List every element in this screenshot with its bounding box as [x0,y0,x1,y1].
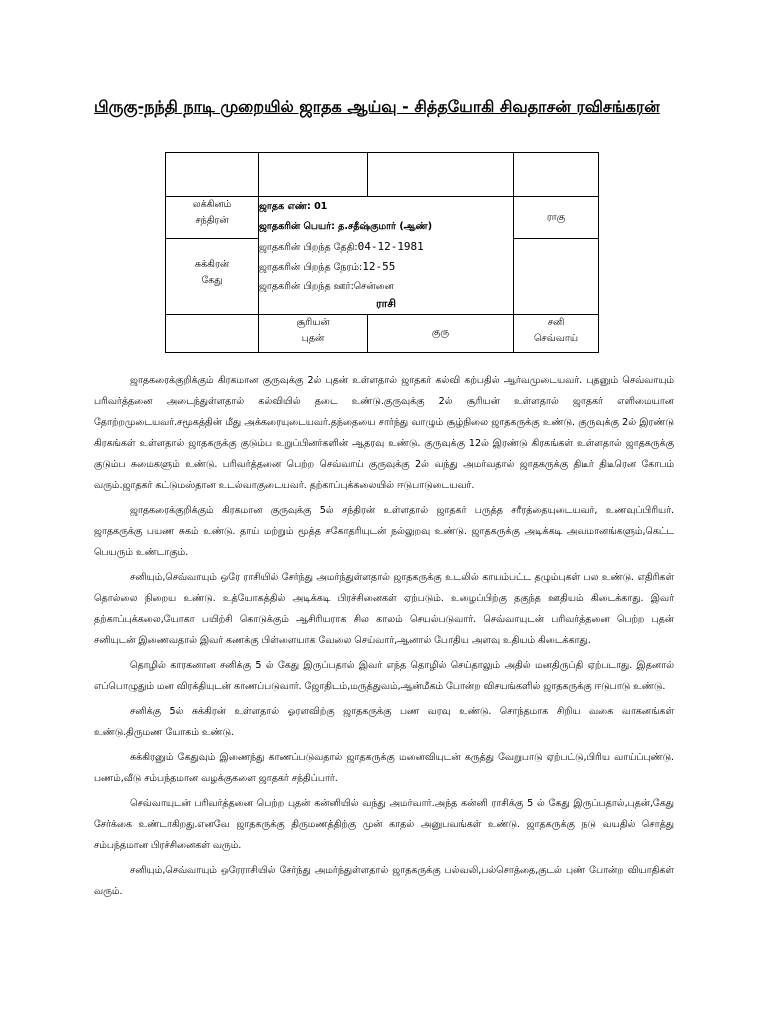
paragraph: ஜாதகரைக்குறிக்கும் கிரகமான குருவுக்கு 5ல் சந்திரன் உள்ளதால் ஜாதகர் பருத்த சரீரத்தையுடையவர், உணவுப்பிரியர். ஜாதகருக்கு பயண சுகம் உண்டு. தாய் மற்றும் மூத்த சகோதரியுடன் நல்லுறவு உண்டு. ஜாதகருக்கு அடிக்கடி அவமானங்களும்,கெட்ட பெயரும் உண்டாகும். [94,505,674,558]
page-title: பிருகு-நந்தி நாடி முறையில் ஜாதக ஆய்வு - சித்தயோகி சிவதாசன் ரவிசங்கரன் [94,97,660,116]
chart-house-3 [368,153,514,197]
chart-house-rahu [514,197,599,239]
paragraph: தொழில் காரகனான சனிக்கு 5 ல் கேது இருப்பதால் இவர் எந்த தொழில் செய்தாலும் அதில் மனதிருப்தி ஏற்படாது. இதனால் எப்பொழுதும் மன விரக்தியுடன் காணப்படுவார். ஜோதிடம்,மருத்துவம்,ஆன்மீகம் போன்ற விசயங்களில் ஜாதகருக்கு ஈடுபாடு உண்டு. [94,660,674,692]
planet-label: சந்திரன் [195,215,229,226]
planet-label: ராகு [546,212,566,223]
paragraph: ஜாதகரைக்குறிக்கும் கிரகமான குருவுக்கு 2ல் புதன் உள்ளதால் ஜாதகர் கல்வி கற்பதில் ஆர்வமுடையவர். புதனும் செவ்வாயும் பரிவர்த்தனை அடைந்துள்ளதால் கல்வியில் தடை உண்டு.குருவுக்கு 2ல் சூரியன் உள்ளதால் ஜாதகர் எளிமையான தோற்றமுடையவர்.சமூகத்தின் மீது அக்கரையுடையவர்.தந்தையை சார்ந்து வாழும் சூழ்நிலை ஜாதகருக்கு உண்டு. குருவுக்கு 2ல் இரண்டு கிரகங்கள் உள்ளதால் ஜாதகருக்கு குடும்ப உறுப்பினர்களின் ஆதரவு உண்டு. குருவுக்கு 12ல் இரண்டு கிரகங்கள் உள்ளதால் ஜாதகருக்கு குடும்ப சுமைகளும் உண்டு. பரிவர்த்தனை பெற்ற செவ்வாய் குருவுக்கு 2ல் வந்து அமர்வதால் ஜாதகருக்கு திடீர் திடீரென கோபம் வரும்.ஜாதகர் கட்டுமஸ்தான உடல்வாகுடையவர். தற்காப்புக்கலையில் ஈடுபாடுடையவர். [94,375,674,491]
paragraph: சனிக்கு 5ல் சுக்கிரன் உள்ளதால் ஓரளவிற்கு ஜாதகருக்கு பண வரவு உண்டு. சொந்தமாக சிறிய வகை வாகனங்கள் உண்டு.திருமண யோகம் உண்டு. [94,706,674,738]
planet-label: சூரியன் [296,317,330,328]
planet-label: சனி [547,317,565,328]
planet-label: கேது [201,275,223,286]
rasi-label: ராசி [375,297,397,310]
paragraph: செவ்வாயுடன் பரிவர்த்தனை பெற்ற புதன் கன்னியில் வந்து அமர்வார்.அந்த கன்னி ராசிக்கு 5 ல் கேது இருப்பதால்,புதன்,கேது சேர்க்கை உண்டாகிறது.எனவே ஜாதகருக்கு திருமணத்திற்கு முன் காதல் அனுபவங்கள் உண்டு. ஜாதகருக்கு நடு வயதில் சொத்து சம்பந்தமான பிரச்சினைகள் வரும். [94,798,674,851]
chart-info-panel [259,197,514,315]
chart-house-saturn [514,315,599,353]
chart-house-2 [259,153,368,197]
horoscope-number: ஜாதக எண்: 01 [259,201,328,212]
chart-house-lagna [166,197,259,239]
paragraph: சுக்கிரனும் கேதுவும் இணைந்து காணப்படுவதால் ஜாதகருக்கு மனைவியுடன் கருத்து வேறுபாடு ஏற்பட்டு,பிரிய வாய்ப்புண்டு. பணம்,வீடு சம்பந்தமான வழக்குகளை ஜாதகர் சந்திப்பார். [94,752,674,784]
chart-house-sun [259,315,368,353]
planet-label: சுக்கிரன் [194,259,230,270]
birth-place: ஜாதகரின் பிறந்த ஊர்:சென்னை [259,281,394,292]
analysis-text [94,370,674,906]
chart-house-4 [514,153,599,197]
native-name: ஜாதகரின் பெயர்: த.சதீஷ்குமார் (ஆண்) [259,221,433,232]
paragraph: சனியும்,செவ்வாயும் ஒரே ராசியில் சேர்ந்து அமர்ந்துள்ளதால் ஜாதகருக்கு உடலில் காயம்பட்ட தழும்புகள் பல உண்டு. எதிரிகள் தொல்லை நிறைய உண்டு. உத்யோகத்தில் அடிக்கடி பிரச்சினைகள் ஏற்படும். உழைப்பிற்கு தகுந்த ஊதியம் கிடைக்காது. இவர் தற்காப்புக்கலை,யோகா பயிற்சி கொடுக்கும் ஆசிரியராக சில காலம் செயல்படுவார். செவ்வாயுடன் பரிவர்த்தனை பெற்ற புதன் சனியுடன் இணைவதால் இவர் கணக்கு பிள்ளையாக வேலை செய்வார்,ஆனால் போதிய அளவு உதியம் கிடைக்காது. [94,572,674,646]
planet-label: புதன் [301,333,325,344]
planet-label: செவ்வாய் [534,333,578,344]
planet-label: குரு [431,327,450,338]
chart-house-bottom-a [166,315,259,353]
chart-house-1 [166,153,259,197]
horoscope-chart [165,152,599,353]
chart-house-venus [166,239,259,315]
birth-date: ஜாதகரின் பிறந்த தேதி:04-12-1981 [259,240,424,253]
birth-time: ஜாதகரின் பிறந்த நேரம்:12-55 [259,260,396,273]
chart-house-jupiter [368,315,514,353]
planet-label: லக்கினம் [192,199,232,210]
paragraph: சனியும்,செவ்வாயும் ஒரேராசியில் சேர்ந்து அமர்ந்துள்ளதால் ஜாதகருக்கு பல்வலி,பல்சொத்தை,குடல் புண் போன்ற வியாதிகள் வரும். [94,865,674,897]
chart-house-right-middle [514,239,599,315]
